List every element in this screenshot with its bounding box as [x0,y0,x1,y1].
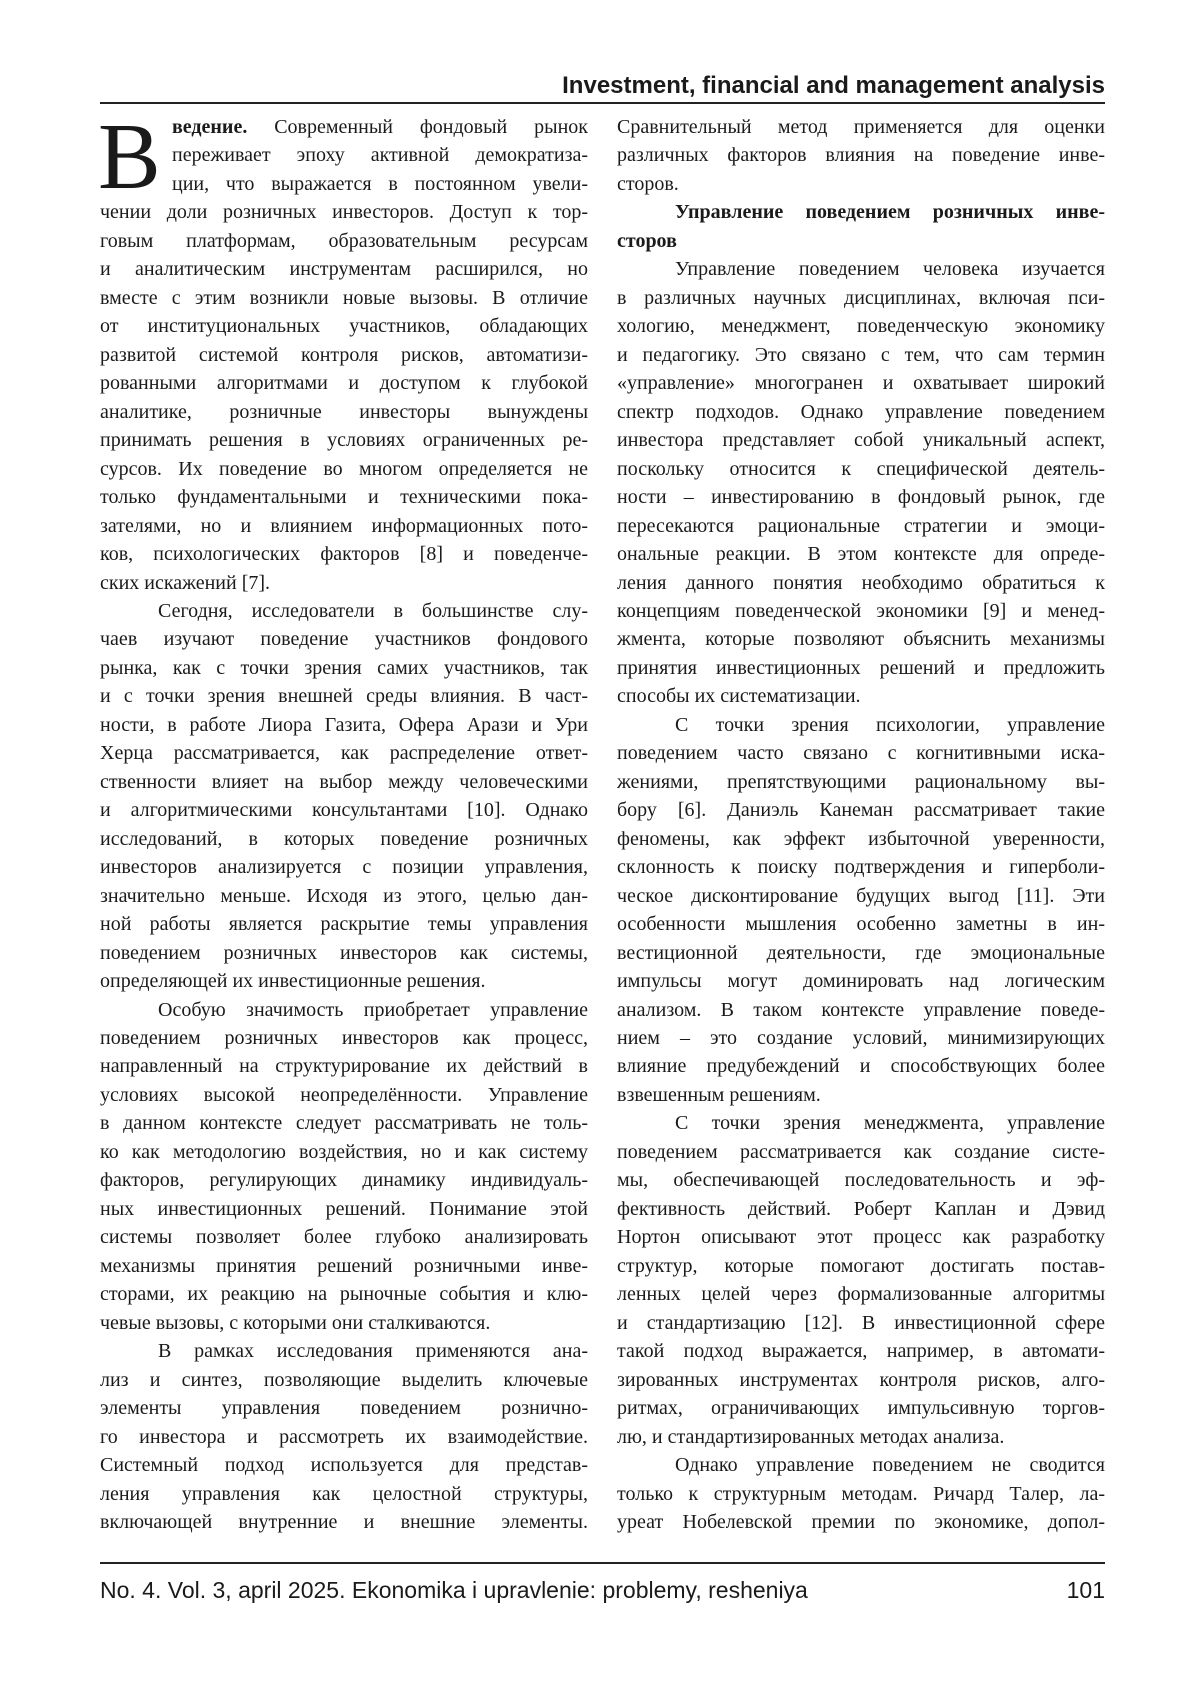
line-text: чении доли розничных инвесторов. Доступ к тор- [100,201,588,223]
line-text: ональные реакции. В этом контексте для опреде- [617,543,1105,565]
text-line [100,625,588,653]
text-line [617,455,1105,483]
text-line [617,768,1105,796]
text-line [617,910,1105,938]
text-line [617,1081,1105,1109]
line-text: ности – инвестированию в фондовый рынок, где [617,486,1105,508]
line-text: системы позволяет более глубоко анализировать [100,1226,588,1248]
paragraph [100,1337,588,1536]
lead-in: ведение. [172,116,247,138]
text-line [617,597,1105,625]
text-line [100,341,588,369]
text-line [100,1052,588,1080]
text-line [617,1223,1105,1251]
text-line [100,654,588,682]
line-text: включающей внутренние и внешние элементы. [100,1511,588,1533]
text-line [100,597,588,625]
text-line [100,369,588,397]
line-text: спектр подходов. Однако управление поведением [617,401,1105,423]
text-line [100,141,588,169]
text-line [617,1394,1105,1422]
line-text: пересекаются рациональные стратегии и эмоци- [617,515,1105,537]
line-text: зированных инструментах контроля рисков, алго- [617,1369,1105,1391]
text-line [100,1366,588,1394]
text-line [100,768,588,796]
line-text: феномены, как эффект избыточной уверенности, [617,828,1105,850]
drop-cap: В [98,117,161,197]
line-text: рынка, как с точки зрения самих участников, так [100,657,588,679]
paragraph [617,1451,1105,1536]
line-text: зателями, но и влиянием информационных пото- [100,515,588,537]
text-line [100,967,588,995]
line-text: С точки зрения менеджмента, управление [675,1112,1105,1134]
text-line [100,1138,588,1166]
text-line [617,1451,1105,1479]
line-text: сторов [617,230,677,252]
line-text: исследований, в которых поведение розничных [100,828,588,850]
line-text: факторов, регулирующих динамику индивидуаль- [100,1169,588,1191]
line-text: структур, которые помогают достигать постав- [617,1255,1105,1277]
line-text: сторами, их реакцию на рыночные события и клю- [100,1283,588,1305]
text-line [617,141,1105,169]
text-line [617,1024,1105,1052]
line-text: Управление поведением человека изучается [675,258,1105,280]
text-line [100,796,588,824]
right-column [617,113,1105,1536]
text-line [617,739,1105,767]
line-text: рованными алгоритмами и доступом к глубокой [100,372,588,394]
line-text: принятия инвестиционных решений и предложить [617,657,1105,679]
line-text: и педагогику. Это связано с тем, что сам термин [617,344,1105,366]
left-column [100,113,588,1536]
line-text: и с точки зрения внешней среды влияния. В част- [100,685,588,707]
text-line [617,569,1105,597]
text-line [100,455,588,483]
text-line [617,284,1105,312]
line-text: принимать решения в условиях ограниченных ре- [100,429,588,451]
line-text: взвешенным решениям. [617,1084,821,1106]
text-line [100,512,588,540]
paragraph [617,1109,1105,1451]
text-line [100,540,588,568]
text-line [100,1337,588,1365]
line-text: ной работы является раскрытие темы управления [100,913,588,935]
paragraph [617,711,1105,1110]
line-text: вместе с этим возникли новые вызовы. В отличие [100,287,588,309]
text-line [100,198,588,226]
text-line [617,1309,1105,1337]
text-line [100,1309,588,1337]
line-text: Современный фондовый рынок [274,116,588,138]
line-text: механизмы принятия решений розничными инве- [100,1255,588,1277]
text-line [617,939,1105,967]
text-line [617,369,1105,397]
text-line [617,967,1105,995]
line-text: элементы управления поведением рознично- [100,1397,588,1419]
line-text: и аналитическим инструментам расширился, но [100,258,588,280]
line-text: анализом. В таком контексте управление поведе- [617,999,1105,1021]
line-text: ритмах, ограничивающих импульсивную торгов- [617,1397,1105,1419]
line-text: только фундаментальными и техническими пока- [100,486,588,508]
text-line [617,1480,1105,1508]
line-text: С точки зрения психологии, управление [675,714,1105,736]
line-text: Сегодня, исследователи в большинстве слу- [158,600,588,622]
line-text: развитой системой контроля рисков, автоматизи- [100,344,588,366]
line-text: чаев изучают поведение участников фондового [100,628,588,650]
text-line [100,1081,588,1109]
line-text: ко как методологию воздействия, но и как систему [100,1141,588,1163]
text-line [100,882,588,910]
line-text: условиях высокой неопределённости. Управление [100,1084,588,1106]
line-text: различных факторов влияния на поведение инве- [617,144,1105,166]
line-text: ности, в работе Лиора Газита, Офера Арази и Ури [100,714,588,736]
text-line [617,227,1105,255]
text-line [617,170,1105,198]
text-line [617,1166,1105,1194]
text-line [100,398,588,426]
line-text: лиз и синтез, позволяющие выделить ключевые [100,1369,588,1391]
line-text: мы, обеспечивающей последовательность и эф- [617,1169,1105,1191]
text-line [100,1480,588,1508]
line-text: жениями, препятствующими рациональному вы- [617,771,1105,793]
text-line [100,284,588,312]
line-text: сурсов. Их поведение во многом определяется не [100,458,588,480]
text-line [100,1024,588,1052]
text-line [617,483,1105,511]
paragraph [100,996,588,1338]
line-text: инвестора представляет собой уникальный аспект, [617,429,1105,451]
text-line [617,996,1105,1024]
paragraph [100,113,588,597]
line-text: влияние предубеждений и способствующих более [617,1055,1105,1077]
footer-rule [100,1562,1105,1564]
line-text: в данном контексте следует рассматривать не толь- [100,1112,588,1134]
text-line [617,825,1105,853]
line-text: и стандартизацию [12]. В инвестиционной сфере [617,1312,1105,1334]
text-line [100,939,588,967]
line-text: такой подход выражается, например, в автомати- [617,1340,1105,1362]
line-text: ления данного понятия необходимо обратиться к [617,572,1105,594]
text-line [617,1109,1105,1137]
line-text: говым платформам, образовательным ресурсам [100,230,588,252]
line-text: ленных целей через формализованные алгоритмы [617,1283,1105,1305]
line-text: поведением часто связано с когнитивными иска- [617,742,1105,764]
text-line [617,1337,1105,1365]
text-line [617,540,1105,568]
line-text: импульсы могут доминировать над логическим [617,970,1105,992]
text-line [617,426,1105,454]
line-text: жмента, которые позволяют объяснить механизмы [617,628,1105,650]
line-text: Херца рассматривается, как распределение ответ- [100,742,588,764]
text-line [100,1195,588,1223]
text-line [100,1280,588,1308]
line-text: Однако управление поведением не сводится [675,1454,1105,1476]
line-text: Сравнительный метод применяется для оценки [617,116,1105,138]
text-line [100,853,588,881]
line-text: аналитике, розничные инвесторы вынуждены [100,401,588,423]
line-text: способы их систематизации. [617,685,861,707]
line-text: Системный подход используется для представ- [100,1454,588,1476]
text-line [100,711,588,739]
text-line [100,483,588,511]
text-line [100,113,588,141]
text-line [617,796,1105,824]
text-line [617,711,1105,739]
text-line [100,426,588,454]
text-line [100,227,588,255]
text-line [617,1280,1105,1308]
line-text: в различных научных дисциплинах, включая пси- [617,287,1105,309]
line-text: определяющей их инвестиционные решения. [100,970,486,992]
text-line [100,569,588,597]
text-line [617,312,1105,340]
paragraph [617,255,1105,711]
text-line [100,739,588,767]
text-line [617,198,1105,226]
text-line [617,1195,1105,1223]
line-text: фективность действий. Роберт Каплан и Дэвид [617,1198,1105,1220]
section-heading [617,198,1105,255]
text-line [617,1052,1105,1080]
line-text: Управление поведением розничных инве- [675,201,1105,223]
line-text: го инвестора и рассмотреть их взаимодействие. [100,1426,588,1448]
text-line [100,170,588,198]
line-text: лю, и стандартизированных методах анализа. [617,1426,1004,1448]
paragraph [100,597,588,996]
text-line [100,996,588,1024]
text-line [100,312,588,340]
line-text: концепциям поведенческой экономики [9] и менед- [617,600,1105,622]
text-line [617,398,1105,426]
line-text: поведением розничных инвесторов как процесс, [100,1027,588,1049]
running-header: Investment, financial and management analysis [562,70,1105,102]
text-line [617,512,1105,540]
line-text: ции, что выражается в постоянном увели- [172,173,588,195]
line-text: чевые вызовы, с которыми они сталкиваются. [100,1312,490,1334]
line-text: вестиционной деятельности, где эмоциональные [617,942,1105,964]
text-line [100,1451,588,1479]
text-line [100,1166,588,1194]
line-text: «управление» многогранен и охватывает широкий [617,372,1105,394]
text-line [617,341,1105,369]
text-line [100,255,588,283]
text-line [100,910,588,938]
line-text: ков, психологических факторов [8] и поведенче- [100,543,588,565]
line-text: инвесторов анализируется с позиции управления, [100,856,588,878]
page-number: 101 [1067,1574,1105,1606]
text-line [100,825,588,853]
line-text: ных инвестиционных решений. Понимание этой [100,1198,588,1220]
text-line [617,1423,1105,1451]
text-line [100,1394,588,1422]
line-text: бору [6]. Даниэль Канеман рассматривает такие [617,799,1105,821]
line-text: ления управления как целостной структуры, [100,1483,588,1505]
line-text: и алгоритмическими консультантами [10]. Однако [100,799,588,821]
text-line [100,1223,588,1251]
text-line [617,255,1105,283]
text-line [100,1109,588,1137]
line-text: значительно меньше. Исходя из этого, целью дан- [100,885,588,907]
text-line [617,1252,1105,1280]
header-rule [100,102,1105,104]
line-text: переживает эпоху активной демократиза- [172,144,588,166]
line-text: Особую значимость приобретает управление [158,999,588,1021]
line-text: от институциональных участников, обладающих [100,315,588,337]
line-text: В рамках исследования применяются ана- [158,1340,588,1362]
text-line [617,853,1105,881]
line-text: Нортон описывают этот процесс как разработку [617,1226,1105,1248]
line-text: хологию, менеджмент, поведенческую экономику [617,315,1105,337]
text-line [617,625,1105,653]
line-text: нием – это создание условий, минимизирующих [617,1027,1105,1049]
line-text: ственности влияет на выбор между человеческими [100,771,588,793]
footer-citation: No. 4. Vol. 3, april 2025. Ekonomika i upravlenie: problemy, resheniya [100,1574,808,1606]
line-text: поведением рассматривается как создание систе- [617,1141,1105,1163]
text-line [617,1138,1105,1166]
text-line [100,1252,588,1280]
line-text: сторов. [617,173,679,195]
line-text: поскольку относится к специфической деятель- [617,458,1105,480]
text-line [100,1423,588,1451]
text-line [617,1508,1105,1536]
text-line [617,682,1105,710]
text-line [617,113,1105,141]
line-text: особенности мышления особенно заметны в ин- [617,913,1105,935]
paragraph [617,113,1105,198]
text-line [100,682,588,710]
text-line [617,654,1105,682]
text-line [617,1366,1105,1394]
text-line [617,882,1105,910]
line-text: склонность к поиску подтверждения и гиперболи- [617,856,1105,878]
line-text: уреат Нобелевской премии по экономике, допол- [617,1511,1105,1533]
line-text: только к структурным методам. Ричард Талер, ла- [617,1483,1105,1505]
line-text: ских искажений [7]. [100,572,270,594]
line-text: ческое дисконтирование будущих выгод [11]. Эти [617,885,1105,907]
line-text: направленный на структурирование их действий в [100,1055,588,1077]
text-line [100,1508,588,1536]
line-text: поведением розничных инвесторов как системы, [100,942,588,964]
